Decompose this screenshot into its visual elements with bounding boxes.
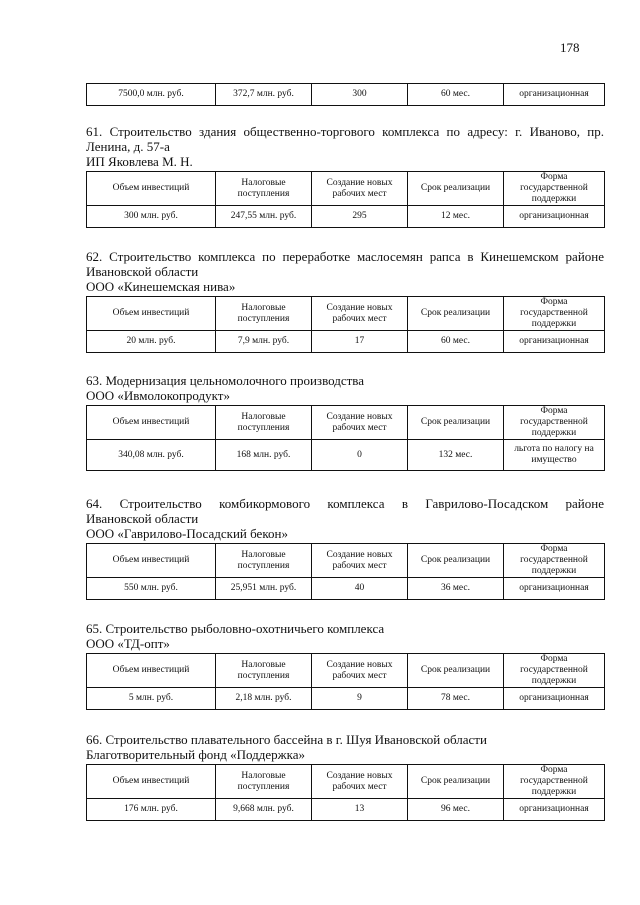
continued-table — [86, 83, 604, 106]
project-title-cont: Ивановской области — [86, 264, 199, 279]
project-title: 62. Строительство комплекса по переработке маслосемян рапса в Кинешемском районе — [86, 249, 604, 264]
investment-table — [86, 543, 605, 600]
header-support: Форма государственной поддержки — [504, 654, 605, 688]
support-cell: организационная — [504, 799, 605, 821]
project-63 — [86, 373, 604, 471]
project-64 — [86, 496, 604, 600]
support-cell: организационная — [504, 688, 605, 710]
project-organization: Благотворительный фонд «Поддержка» — [86, 747, 305, 762]
tax-cell: 247,55 млн. руб. — [216, 206, 312, 228]
project-66 — [86, 732, 604, 821]
table-row — [87, 84, 605, 106]
support-cell: организационная — [504, 206, 605, 228]
header-investment: Объем инвестиций — [87, 406, 216, 440]
table-row — [87, 440, 605, 471]
table-header-row — [87, 544, 605, 578]
header-investment: Объем инвестиций — [87, 172, 216, 206]
jobs-cell: 13 — [312, 799, 408, 821]
investment-table — [86, 653, 605, 710]
support-cell: организационная — [504, 84, 605, 106]
project-65 — [86, 621, 604, 710]
project-title: 66. Строительство плавательного бассейна в г. Шуя Ивановской области — [86, 732, 487, 747]
header-term: Срок реализации — [408, 297, 504, 331]
tax-cell: 372,7 млн. руб. — [216, 84, 312, 106]
header-term: Срок реализации — [408, 172, 504, 206]
tax-cell: 2,18 млн. руб. — [216, 688, 312, 710]
header-investment: Объем инвестиций — [87, 544, 216, 578]
jobs-cell: 0 — [312, 440, 408, 471]
header-investment: Объем инвестиций — [87, 765, 216, 799]
jobs-cell: 300 — [312, 84, 408, 106]
project-organization: ИП Яковлева М. Н. — [86, 154, 193, 169]
project-62 — [86, 249, 604, 353]
table-header-row — [87, 406, 605, 440]
header-term: Срок реализации — [408, 406, 504, 440]
header-jobs: Создание новых рабочих мест — [312, 172, 408, 206]
investment-table — [86, 296, 605, 353]
tax-cell: 9,668 млн. руб. — [216, 799, 312, 821]
header-jobs: Создание новых рабочих мест — [312, 406, 408, 440]
project-title: 63. Модернизация цельномолочного производства — [86, 373, 365, 388]
header-tax: Налоговые поступления — [216, 544, 312, 578]
header-tax: Налоговые поступления — [216, 172, 312, 206]
investment-table — [86, 171, 605, 228]
investment-table — [86, 405, 605, 471]
investment-cell: 550 млн. руб. — [87, 578, 216, 600]
header-jobs: Создание новых рабочих мест — [312, 297, 408, 331]
header-investment: Объем инвестиций — [87, 654, 216, 688]
project-organization: ООО «Кинешемская нива» — [86, 279, 236, 294]
table-row — [87, 578, 605, 600]
header-tax: Налоговые поступления — [216, 654, 312, 688]
header-tax: Налоговые поступления — [216, 297, 312, 331]
table-header-row — [87, 172, 605, 206]
support-cell: организационная — [504, 331, 605, 353]
investment-cell: 340,08 млн. руб. — [87, 440, 216, 471]
term-cell: 132 мес. — [408, 440, 504, 471]
investment-cell: 5 млн. руб. — [87, 688, 216, 710]
investment-table — [86, 83, 605, 106]
term-cell: 36 мес. — [408, 578, 504, 600]
page-number: 178 — [560, 40, 580, 55]
header-jobs: Создание новых рабочих мест — [312, 544, 408, 578]
term-cell: 78 мес. — [408, 688, 504, 710]
support-cell: организационная — [504, 578, 605, 600]
support-cell: льгота по налогу на имущество — [504, 440, 605, 471]
investment-cell: 300 млн. руб. — [87, 206, 216, 228]
header-support: Форма государственной поддержки — [504, 544, 605, 578]
header-tax: Налоговые поступления — [216, 765, 312, 799]
project-61 — [86, 124, 604, 228]
table-row — [87, 799, 605, 821]
table-row — [87, 331, 605, 353]
header-support: Форма государственной поддержки — [504, 406, 605, 440]
project-title: 64. Строительство комбикормового комплекса в Гаврилово-Посадском районе — [86, 496, 604, 511]
jobs-cell: 9 — [312, 688, 408, 710]
jobs-cell: 295 — [312, 206, 408, 228]
header-tax: Налоговые поступления — [216, 406, 312, 440]
header-jobs: Создание новых рабочих мест — [312, 654, 408, 688]
project-title: 65. Строительство рыболовно-охотничьего комплекса — [86, 621, 385, 636]
tax-cell: 25,951 млн. руб. — [216, 578, 312, 600]
table-header-row — [87, 297, 605, 331]
term-cell: 12 мес. — [408, 206, 504, 228]
project-organization: ООО «Ивмолокопродукт» — [86, 388, 230, 403]
tax-cell: 168 млн. руб. — [216, 440, 312, 471]
header-investment: Объем инвестиций — [87, 297, 216, 331]
table-header-row — [87, 654, 605, 688]
table-header-row — [87, 765, 605, 799]
header-term: Срок реализации — [408, 654, 504, 688]
investment-cell: 20 млн. руб. — [87, 331, 216, 353]
tax-cell: 7,9 млн. руб. — [216, 331, 312, 353]
header-support: Форма государственной поддержки — [504, 297, 605, 331]
investment-cell: 7500,0 млн. руб. — [87, 84, 216, 106]
term-cell: 60 мес. — [408, 331, 504, 353]
header-term: Срок реализации — [408, 765, 504, 799]
header-support: Форма государственной поддержки — [504, 172, 605, 206]
jobs-cell: 17 — [312, 331, 408, 353]
header-term: Срок реализации — [408, 544, 504, 578]
project-organization: ООО «Гаврилово-Посадский бекон» — [86, 526, 288, 541]
project-title-cont: Ленина, д. 57-а — [86, 139, 170, 154]
term-cell: 60 мес. — [408, 84, 504, 106]
term-cell: 96 мес. — [408, 799, 504, 821]
table-row — [87, 688, 605, 710]
header-support: Форма государственной поддержки — [504, 765, 605, 799]
investment-table — [86, 764, 605, 821]
project-organization: ООО «ТД-опт» — [86, 636, 170, 651]
investment-cell: 176 млн. руб. — [87, 799, 216, 821]
jobs-cell: 40 — [312, 578, 408, 600]
project-title: 61. Строительство здания общественно-торгового комплекса по адресу: г. Иваново, пр. — [86, 124, 604, 139]
header-jobs: Создание новых рабочих мест — [312, 765, 408, 799]
table-row — [87, 206, 605, 228]
project-title-cont: Ивановской области — [86, 511, 199, 526]
